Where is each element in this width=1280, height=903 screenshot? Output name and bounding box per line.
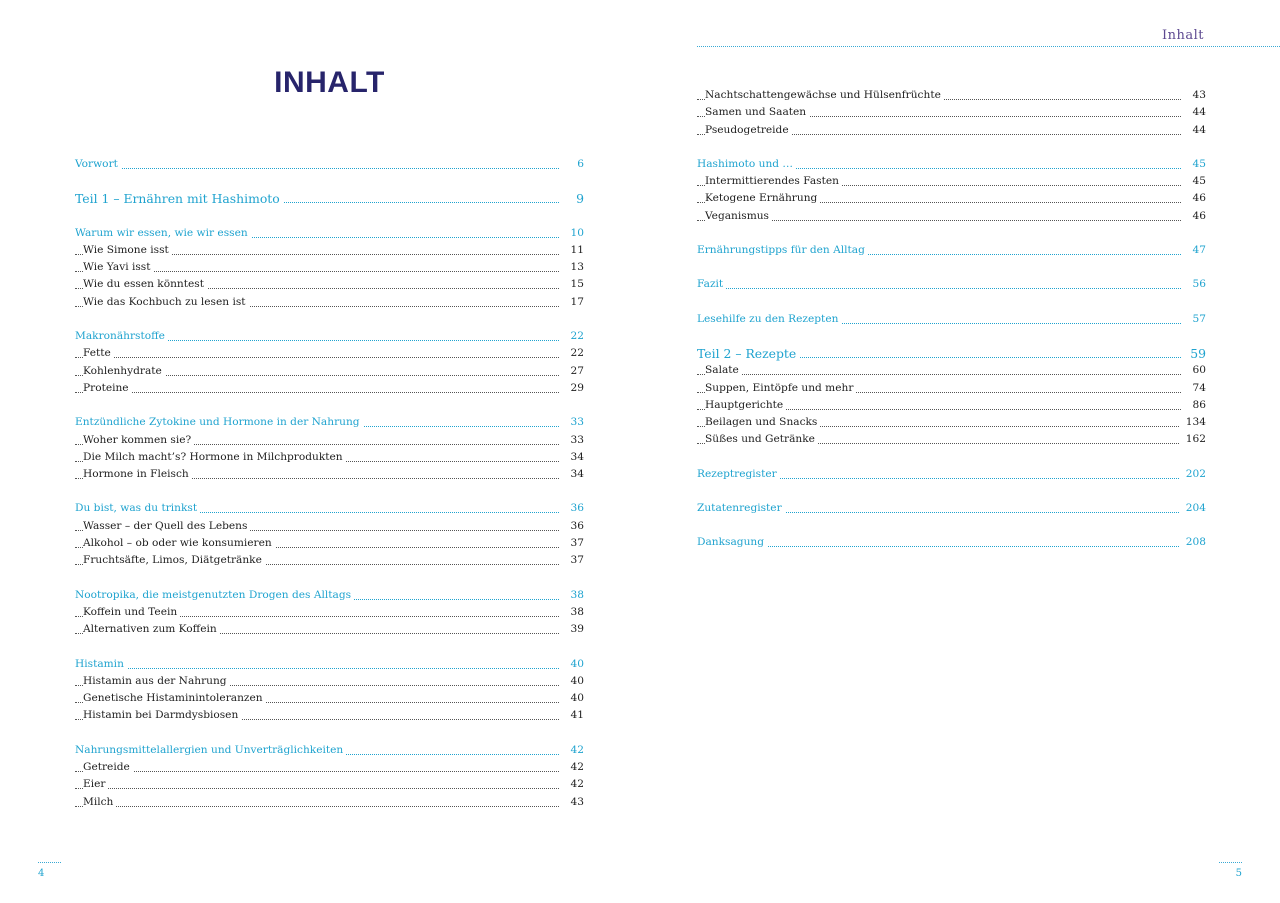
folio-right-dots xyxy=(1219,862,1242,863)
toc-entry-label: Wasser – der Quell des Lebens xyxy=(83,518,250,535)
toc-entry-label: Fazit xyxy=(697,276,726,293)
toc-page-number: 9 xyxy=(570,190,584,207)
toc-chapter-entry[interactable] xyxy=(75,190,584,207)
toc-entry-label: Süßes und Getränke xyxy=(705,431,818,448)
toc-entry-label: Du bist, was du trinkst xyxy=(75,500,200,517)
toc-chapter-entry[interactable] xyxy=(75,587,584,604)
toc-page-number: 47 xyxy=(1187,242,1206,259)
toc-page-number: 37 xyxy=(565,535,584,552)
leader-dots xyxy=(75,771,559,772)
leader-dots xyxy=(697,288,1181,289)
toc-chapter-entry[interactable] xyxy=(697,534,1206,551)
toc-sub-entry[interactable] xyxy=(75,294,584,311)
toc-page-number: 13 xyxy=(565,259,584,276)
toc-sub-entry[interactable] xyxy=(75,380,584,397)
toc-entry-label: Suppen, Eintöpfe und mehr xyxy=(705,380,856,397)
toc-entry-label: Makronährstoffe xyxy=(75,328,168,345)
header-dotted-rule xyxy=(697,46,1280,47)
toc-page-number: 42 xyxy=(565,776,584,793)
toc-page-number: 41 xyxy=(565,707,584,724)
toc-page-number: 45 xyxy=(1187,173,1206,190)
leader-dots xyxy=(75,357,559,358)
toc-chapter-entry[interactable] xyxy=(75,742,584,759)
toc-chapter-entry[interactable] xyxy=(697,345,1206,362)
toc-sub-entry[interactable] xyxy=(75,535,584,552)
toc-page-number: 56 xyxy=(1187,276,1206,293)
toc-chapter-entry[interactable] xyxy=(75,500,584,517)
toc-page-number: 74 xyxy=(1187,380,1206,397)
toc-entry-label: Alternativen zum Koffein xyxy=(83,621,220,638)
toc-sub-entry[interactable] xyxy=(697,362,1206,379)
toc-page-number: 43 xyxy=(565,794,584,811)
toc-entry-label: Fette xyxy=(83,345,114,362)
toc-sub-entry[interactable] xyxy=(75,759,584,776)
toc-sub-entry[interactable] xyxy=(697,173,1206,190)
toc-chapter-entry[interactable] xyxy=(75,328,584,345)
toc-page-number: 40 xyxy=(565,656,584,673)
leader-dots xyxy=(697,546,1181,547)
toc-entry-label: Intermittierendes Fasten xyxy=(705,173,842,190)
toc-sub-entry[interactable] xyxy=(75,432,584,449)
toc-entry-label: Wie das Kochbuch zu lesen ist xyxy=(83,294,249,311)
folio-left: 4 xyxy=(38,868,45,879)
toc-sub-entry[interactable] xyxy=(75,776,584,793)
toc-entry-label: Wie Simone isst xyxy=(83,242,172,259)
toc-page-number: 34 xyxy=(565,449,584,466)
toc-entry-label: Wie Yavi isst xyxy=(83,259,153,276)
toc-page-number: 40 xyxy=(565,673,584,690)
toc-page-number: 42 xyxy=(565,759,584,776)
toc-sub-entry[interactable] xyxy=(75,552,584,569)
toc-left-column xyxy=(75,156,584,811)
toc-sub-entry[interactable] xyxy=(75,518,584,535)
toc-sub-entry[interactable] xyxy=(75,449,584,466)
toc-page-number: 46 xyxy=(1187,208,1206,225)
toc-page-number: 39 xyxy=(565,621,584,638)
toc-entry-label: Kohlenhydrate xyxy=(83,363,165,380)
toc-right-column xyxy=(697,87,1206,552)
toc-sub-entry[interactable] xyxy=(75,794,584,811)
toc-page-number: 134 xyxy=(1180,414,1206,431)
toc-chapter-entry[interactable] xyxy=(75,225,584,242)
toc-sub-entry[interactable] xyxy=(75,363,584,380)
toc-page-number: 59 xyxy=(1184,345,1206,362)
folio-left-dots xyxy=(38,862,61,863)
toc-entry-label: Entzündliche Zytokine und Hormone in der Nahrung xyxy=(75,414,363,431)
toc-page-number: 36 xyxy=(565,500,584,517)
toc-sub-entry[interactable] xyxy=(697,104,1206,121)
leader-dots xyxy=(75,788,559,789)
toc-entry-label: Alkohol – ob oder wie konsumieren xyxy=(83,535,275,552)
toc-sub-entry[interactable] xyxy=(75,259,584,276)
toc-page-number: 11 xyxy=(565,242,584,259)
toc-chapter-entry[interactable] xyxy=(75,156,584,173)
toc-page-number: 208 xyxy=(1180,534,1206,551)
toc-page-number: 42 xyxy=(565,742,584,759)
toc-page-number: 22 xyxy=(565,328,584,345)
toc-entry-label: Nootropika, die meistgenutzten Drogen des Alltags xyxy=(75,587,354,604)
toc-page-number: 44 xyxy=(1187,122,1206,139)
toc-chapter-entry[interactable] xyxy=(75,656,584,673)
toc-entry-label: Salate xyxy=(705,362,742,379)
toc-page-number: 86 xyxy=(1187,397,1206,414)
leader-dots xyxy=(75,392,559,393)
toc-sub-entry[interactable] xyxy=(75,673,584,690)
running-head: Inhalt xyxy=(1161,28,1204,43)
toc-entry-label: Zutatenregister xyxy=(697,500,785,517)
toc-sub-entry[interactable] xyxy=(75,345,584,362)
toc-sub-entry[interactable] xyxy=(697,414,1206,431)
toc-entry-label: Milch xyxy=(83,794,116,811)
toc-chapter-entry[interactable] xyxy=(697,242,1206,259)
toc-page-number: 6 xyxy=(571,156,584,173)
toc-entry-label: Danksagung xyxy=(697,534,767,551)
toc-page-number: 45 xyxy=(1187,156,1206,173)
toc-page-number: 10 xyxy=(565,225,584,242)
toc-sub-entry[interactable] xyxy=(75,276,584,293)
leader-dots xyxy=(75,668,559,669)
toc-page-number: 44 xyxy=(1187,104,1206,121)
toc-entry-label: Ketogene Ernährung xyxy=(705,190,820,207)
toc-sub-entry[interactable] xyxy=(75,707,584,724)
leader-dots xyxy=(75,168,559,169)
toc-entry-label: Die Milch macht’s? Hormone in Milchprodukten xyxy=(83,449,346,466)
toc-chapter-entry[interactable] xyxy=(697,466,1206,483)
toc-entry-label: Ernährungstipps für den Alltag xyxy=(697,242,868,259)
toc-chapter-entry[interactable] xyxy=(697,500,1206,517)
toc-page-number: 43 xyxy=(1187,87,1206,104)
toc-chapter-entry[interactable] xyxy=(697,311,1206,328)
toc-entry-label: Nachtschattengewächse und Hülsenfrüchte xyxy=(705,87,944,104)
toc-entry-label: Histamin bei Darmdysbiosen xyxy=(83,707,241,724)
toc-entry-label: Nahrungsmittelallergien und Unverträglichkeiten xyxy=(75,742,346,759)
toc-sub-entry[interactable] xyxy=(697,190,1206,207)
toc-page-number: 38 xyxy=(565,604,584,621)
toc-sub-entry[interactable] xyxy=(75,604,584,621)
toc-entry-label: Histamin aus der Nahrung xyxy=(83,673,230,690)
toc-sub-entry[interactable] xyxy=(697,380,1206,397)
toc-sub-entry[interactable] xyxy=(75,242,584,259)
toc-page-number: 46 xyxy=(1187,190,1206,207)
toc-page-number: 37 xyxy=(565,552,584,569)
toc-page-number: 60 xyxy=(1187,362,1206,379)
toc-entry-label: Histamin xyxy=(75,656,127,673)
toc-page-number: 17 xyxy=(565,294,584,311)
toc-sub-entry[interactable] xyxy=(75,690,584,707)
toc-entry-label: Rezeptregister xyxy=(697,466,780,483)
toc-entry-label: Hauptgerichte xyxy=(705,397,786,414)
toc-page-number: 33 xyxy=(565,414,584,431)
toc-sub-entry[interactable] xyxy=(697,431,1206,448)
toc-entry-label: Woher kommen sie? xyxy=(83,432,194,449)
toc-sub-entry[interactable] xyxy=(75,466,584,483)
toc-page-number: 162 xyxy=(1180,431,1206,448)
toc-entry-label: Teil 2 – Rezepte xyxy=(697,345,799,362)
toc-page-number: 57 xyxy=(1187,311,1206,328)
toc-page-number: 36 xyxy=(565,518,584,535)
toc-entry-label: Hashimoto und … xyxy=(697,156,796,173)
toc-chapter-entry[interactable] xyxy=(697,156,1206,173)
toc-entry-label: Teil 1 – Ernähren mit Hashimoto xyxy=(75,190,283,207)
toc-entry-label: Pseudogetreide xyxy=(705,122,792,139)
toc-sub-entry[interactable] xyxy=(75,621,584,638)
toc-entry-label: Wie du essen könntest xyxy=(83,276,207,293)
toc-entry-label: Getreide xyxy=(83,759,133,776)
toc-entry-label: Vorwort xyxy=(75,156,121,173)
toc-page-number: 40 xyxy=(565,690,584,707)
toc-sub-entry[interactable] xyxy=(697,87,1206,104)
toc-entry-label: Genetische Histaminintoleranzen xyxy=(83,690,266,707)
folio-right: 5 xyxy=(1235,868,1242,879)
toc-page-number: 38 xyxy=(565,587,584,604)
toc-entry-label: Beilagen und Snacks xyxy=(705,414,820,431)
toc-sub-entry[interactable] xyxy=(697,397,1206,414)
toc-entry-label: Koffein und Teein xyxy=(83,604,180,621)
toc-chapter-entry[interactable] xyxy=(697,276,1206,293)
toc-page-number: 202 xyxy=(1180,466,1206,483)
toc-page-number: 204 xyxy=(1180,500,1206,517)
toc-entry-label: Proteine xyxy=(83,380,132,397)
toc-entry-label: Eier xyxy=(83,776,108,793)
toc-entry-label: Fruchtsäfte, Limos, Diätgetränke xyxy=(83,552,265,569)
toc-sub-entry[interactable] xyxy=(697,208,1206,225)
toc-entry-label: Lesehilfe zu den Rezepten xyxy=(697,311,841,328)
toc-entry-label: Hormone in Fleisch xyxy=(83,466,192,483)
toc-page-number: 33 xyxy=(565,432,584,449)
toc-entry-label: Samen und Saaten xyxy=(705,104,809,121)
leader-dots xyxy=(75,806,559,807)
toc-sub-entry[interactable] xyxy=(697,122,1206,139)
page-title: INHALT xyxy=(274,66,385,99)
toc-chapter-entry[interactable] xyxy=(75,414,584,431)
toc-page-number: 22 xyxy=(565,345,584,362)
toc-page-number: 34 xyxy=(565,466,584,483)
toc-page-number: 15 xyxy=(565,276,584,293)
leader-dots xyxy=(697,374,1181,375)
toc-page-number: 29 xyxy=(565,380,584,397)
toc-page-number: 27 xyxy=(565,363,584,380)
toc-entry-label: Warum wir essen, wie wir essen xyxy=(75,225,251,242)
toc-entry-label: Veganismus xyxy=(705,208,772,225)
